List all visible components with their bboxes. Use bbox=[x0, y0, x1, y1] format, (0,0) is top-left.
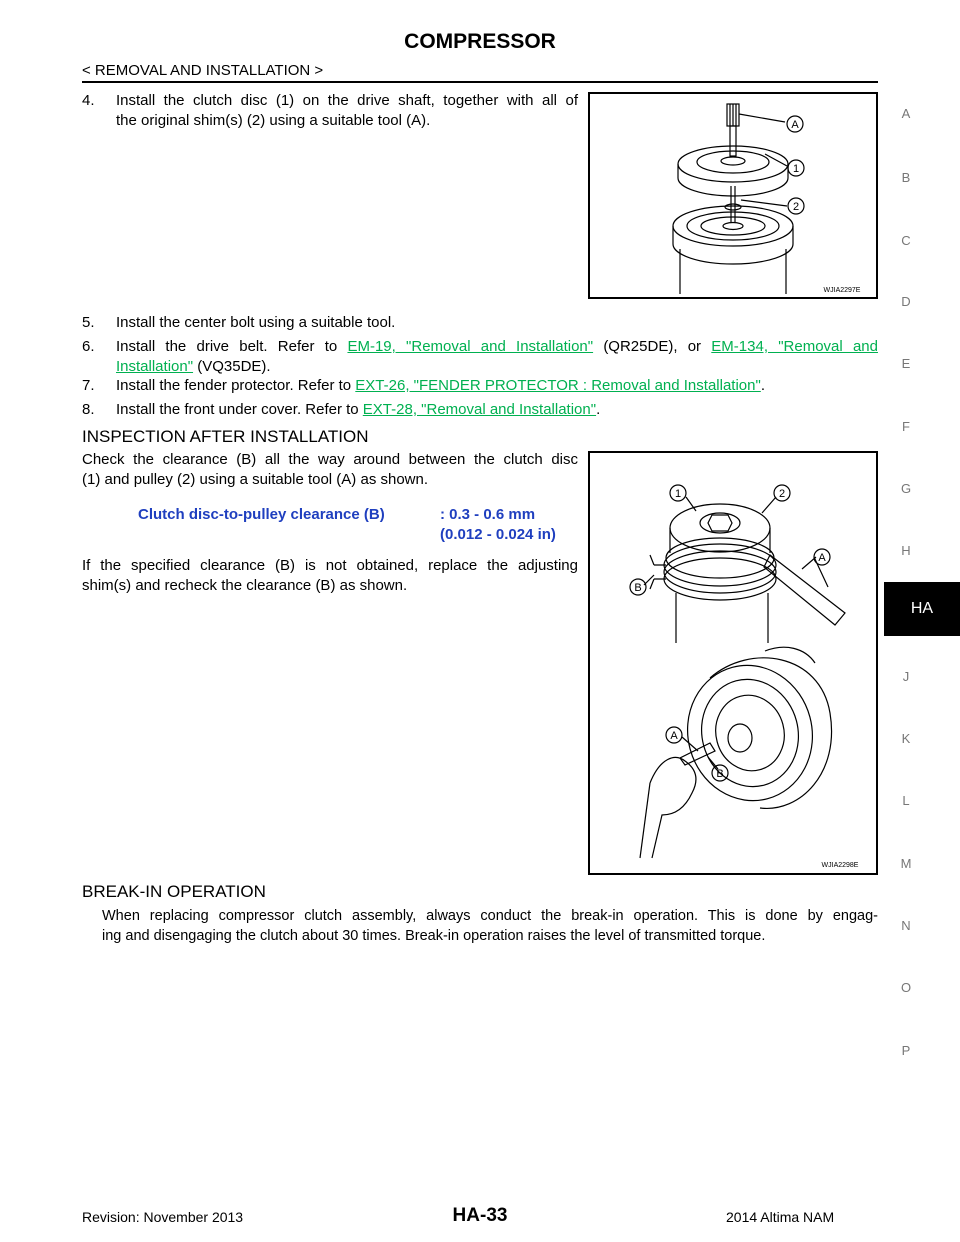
figure-code: WJIA2297E bbox=[823, 287, 861, 294]
section-subtitle: < REMOVAL AND INSTALLATION > bbox=[82, 62, 324, 79]
callout-a-upper: A bbox=[818, 552, 826, 564]
header-divider bbox=[82, 81, 878, 83]
callout-a: A bbox=[791, 119, 799, 131]
side-index-e[interactable]: E bbox=[901, 356, 911, 371]
step-number: 4. bbox=[82, 92, 95, 109]
breakin-text-line: ing and disengaging the clutch about 30 times. Break-in operation raises the level of transmitted torque. bbox=[102, 928, 766, 944]
spec-label: Clutch disc-to-pulley clearance (B) bbox=[138, 506, 385, 523]
footer-page-number: HA-33 bbox=[452, 1205, 508, 1226]
breakin-text-line: When replacing compressor clutch assembly, always conduct the break-in operation. This is done by engag- bbox=[102, 908, 878, 924]
side-index-o[interactable]: O bbox=[900, 980, 912, 995]
step-text: (VQ35DE). bbox=[197, 358, 271, 375]
callout-2: 2 bbox=[792, 201, 800, 213]
side-index-h[interactable]: H bbox=[901, 543, 911, 558]
step-number: 5. bbox=[82, 314, 95, 331]
section-heading-inspection: INSPECTION AFTER INSTALLATION bbox=[82, 427, 369, 446]
link-ext-26[interactable]: EXT-26, "FENDER PROTECTOR : Removal and Installation" bbox=[355, 377, 761, 394]
side-index-l[interactable]: L bbox=[902, 793, 910, 808]
link-em-19[interactable]: EM-19, "Removal and Installation" bbox=[347, 338, 594, 355]
footer-revision: Revision: November 2013 bbox=[82, 1209, 244, 1225]
clearance-check-illustration bbox=[590, 453, 876, 873]
inspection-text-line: shim(s) and recheck the clearance (B) as shown. bbox=[82, 577, 408, 594]
figure-clearance-check bbox=[588, 451, 878, 875]
page-title: COMPRESSOR bbox=[404, 30, 556, 53]
figure-code: WJIA2298E bbox=[821, 862, 859, 869]
side-index-f[interactable]: F bbox=[902, 419, 910, 434]
side-index-k[interactable]: K bbox=[901, 731, 911, 746]
step-text: . bbox=[596, 401, 601, 418]
step-text: (QR25DE), or bbox=[603, 338, 712, 355]
step-text: Install the clutch disc (1) on the drive shaft, together with all of bbox=[116, 92, 578, 109]
side-index-b[interactable]: B bbox=[901, 170, 911, 185]
spec-value: : 0.3 - 0.6 mm bbox=[440, 506, 536, 523]
step-text: Install the center bolt using a suitable tool. bbox=[116, 314, 396, 331]
side-index-g[interactable]: G bbox=[900, 481, 912, 496]
step-text: Install the front under cover. Refer to bbox=[116, 401, 363, 418]
side-index-d[interactable]: D bbox=[901, 294, 911, 309]
inspection-text-line: (1) and pulley (2) using a suitable tool (A) as shown. bbox=[82, 471, 429, 488]
step-text: Install the fender protector. Refer to bbox=[116, 377, 356, 394]
inspection-text-line: If the specified clearance (B) is not obtained, replace the adjusting bbox=[82, 557, 578, 574]
step-text: the original shim(s) (2) using a suitable tool (A). bbox=[116, 112, 431, 129]
step-4 bbox=[82, 91, 578, 131]
side-index-j[interactable]: J bbox=[902, 669, 910, 684]
side-index-p[interactable]: P bbox=[901, 1043, 911, 1058]
callout-b-upper: B bbox=[634, 582, 642, 594]
side-index-m[interactable]: M bbox=[900, 856, 912, 871]
link-em-134[interactable]: EM-134, "Removal and bbox=[711, 338, 878, 355]
step-text: Install the drive belt. Refer to bbox=[116, 338, 348, 355]
side-index-c[interactable]: C bbox=[901, 233, 911, 248]
side-index-active-tab[interactable]: HA bbox=[884, 582, 960, 636]
side-index-n[interactable]: N bbox=[901, 918, 911, 933]
step-number: 6. bbox=[82, 338, 95, 355]
callout-b-lower: B bbox=[716, 768, 724, 780]
callout-1: 1 bbox=[792, 163, 800, 175]
callout-2: 2 bbox=[778, 488, 786, 500]
link-em-134-cont[interactable]: Installation" bbox=[116, 358, 194, 375]
step-8 bbox=[82, 400, 878, 420]
step-text: . bbox=[760, 377, 765, 394]
callout-a-lower: A bbox=[670, 730, 678, 742]
link-ext-28[interactable]: EXT-28, "Removal and Installation" bbox=[362, 401, 597, 418]
inspection-text-line: Check the clearance (B) all the way around between the clutch disc bbox=[82, 451, 578, 468]
step-7 bbox=[82, 376, 878, 396]
spec-value-imperial: (0.012 - 0.024 in) bbox=[440, 526, 556, 543]
step-number: 7. bbox=[82, 377, 95, 394]
clutch-disc-illustration bbox=[590, 94, 876, 297]
step-number: 8. bbox=[82, 401, 95, 418]
side-index-a[interactable]: A bbox=[901, 106, 911, 121]
step-5 bbox=[82, 313, 878, 333]
footer-model: 2014 Altima NAM bbox=[726, 1209, 835, 1225]
figure-clutch-disc-install bbox=[588, 92, 878, 299]
callout-1: 1 bbox=[674, 488, 682, 500]
step-6 bbox=[82, 337, 878, 377]
section-heading-breakin: BREAK-IN OPERATION bbox=[82, 882, 266, 901]
